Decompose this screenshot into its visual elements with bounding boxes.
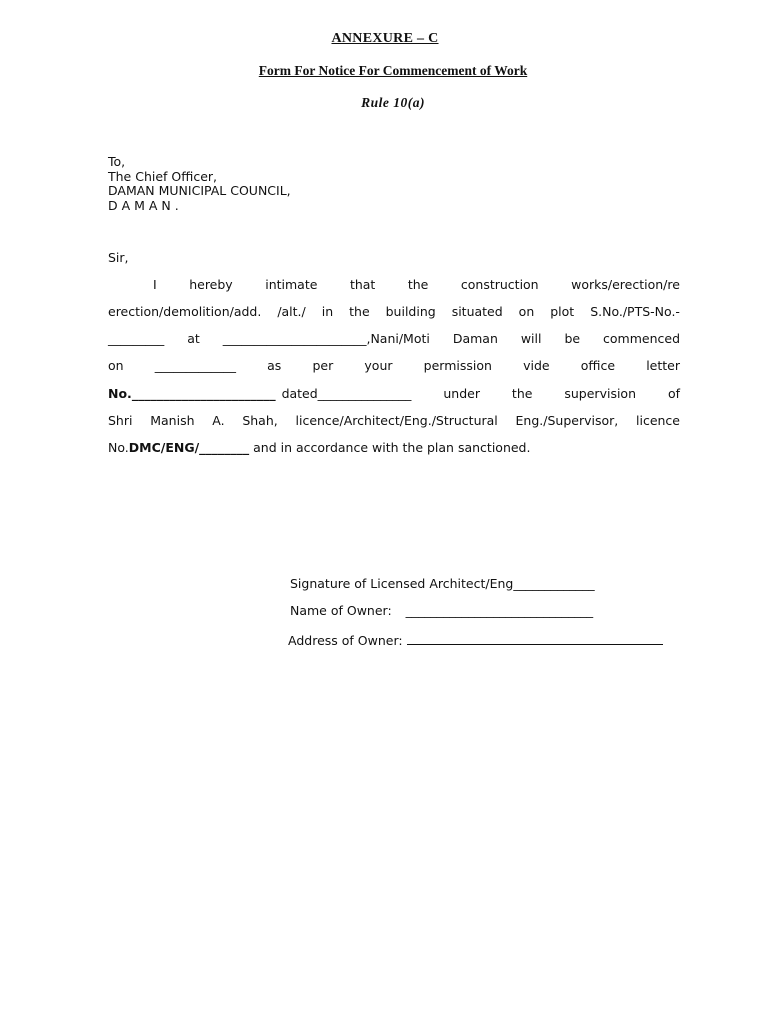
body-word: at	[187, 331, 200, 346]
body-word: Eng./Supervisor,	[515, 413, 619, 428]
body-word: letter	[646, 358, 680, 373]
body-word: erection/demolition/add.	[108, 304, 262, 319]
body-word: _____________	[154, 358, 236, 373]
body-word: /alt./	[277, 304, 306, 319]
body-word: of	[667, 386, 680, 401]
body-line-4	[108, 357, 680, 375]
owner-address-label: Address of Owner:	[288, 633, 403, 648]
body-word: per	[312, 358, 334, 373]
body-word: plot	[550, 304, 575, 319]
body-word: Shri	[108, 413, 133, 428]
letter-number-label: No.	[108, 386, 132, 401]
letter-number-field	[108, 385, 276, 403]
body-word: _______________________,Nani/Moti	[222, 331, 430, 346]
body-word: building	[385, 304, 436, 319]
body-word: licence	[636, 413, 680, 428]
owner-name-label: Name of Owner:	[290, 603, 392, 618]
salutation: Sir,	[108, 250, 129, 265]
body-word: S.No./PTS-No.-	[590, 304, 680, 319]
body-word: Daman	[452, 331, 498, 346]
body-line-7-rest: and in accordance with the plan sanctioned.	[249, 440, 531, 455]
address-line-officer: The Chief Officer,	[108, 168, 218, 184]
body-word: on	[518, 304, 535, 319]
owner-address-rule	[407, 631, 663, 645]
body-word: licence/Architect/Eng./Structural	[295, 413, 498, 428]
body-line-7	[108, 439, 680, 457]
body-line-5-rest	[276, 385, 680, 403]
address-line-to: To,	[108, 154, 126, 169]
body-word: that	[349, 277, 376, 292]
owner-name-line	[290, 603, 593, 618]
body-word: under	[443, 386, 480, 401]
body-word: situated	[451, 304, 503, 319]
body-line-5	[108, 385, 680, 403]
body-word: the	[349, 304, 370, 319]
body-line-3	[108, 330, 680, 348]
body-word: Manish	[150, 413, 195, 428]
address-line-council: DAMAN MUNICIPAL COUNCIL,	[108, 183, 291, 198]
body-line-6	[108, 412, 680, 430]
address-line-city: D A M A N .	[108, 197, 179, 213]
body-word: on	[108, 358, 124, 373]
licence-number-prefix: No.	[108, 440, 129, 455]
licence-number-code: DMC/ENG/	[128, 440, 200, 455]
owner-name-blank: ______________________________	[405, 603, 594, 618]
body-word: as	[267, 358, 282, 373]
body-line-1	[108, 276, 680, 294]
body-word: in	[321, 304, 334, 319]
body-word: vide	[523, 358, 550, 373]
rule-reference: Rule 10(a)	[361, 95, 425, 110]
body-word: the	[511, 386, 533, 401]
body-word: I	[153, 277, 157, 292]
body-word: will	[520, 331, 542, 346]
body-word: works/erection/re	[571, 277, 680, 292]
body-word: permission	[423, 358, 492, 373]
body-word: commenced	[603, 331, 680, 346]
body-word: be	[564, 331, 581, 346]
body-word: A.	[212, 413, 225, 428]
body-word: intimate	[265, 277, 318, 292]
licence-number-blank: ________	[199, 440, 250, 455]
architect-signature-line: Signature of Licensed Architect/Eng_____________	[290, 576, 595, 591]
body-word: the	[407, 277, 429, 292]
body-word: dated_______________	[281, 386, 412, 401]
body-word: construction	[460, 277, 539, 292]
body-word: supervision	[564, 386, 636, 401]
form-title: Form For Notice For Commencement of Work	[258, 63, 528, 78]
body-word: hereby	[189, 277, 233, 292]
body-word: _________	[108, 331, 165, 346]
body-line-2	[108, 303, 680, 321]
recipient-address	[108, 155, 291, 213]
owner-address-line	[288, 631, 663, 648]
annexure-heading: ANNEXURE – C	[331, 31, 439, 46]
body-word: office	[580, 358, 616, 373]
body-word: your	[364, 358, 393, 373]
letter-number-blank: _______________________	[131, 386, 276, 401]
body-word: Shah,	[242, 413, 278, 428]
